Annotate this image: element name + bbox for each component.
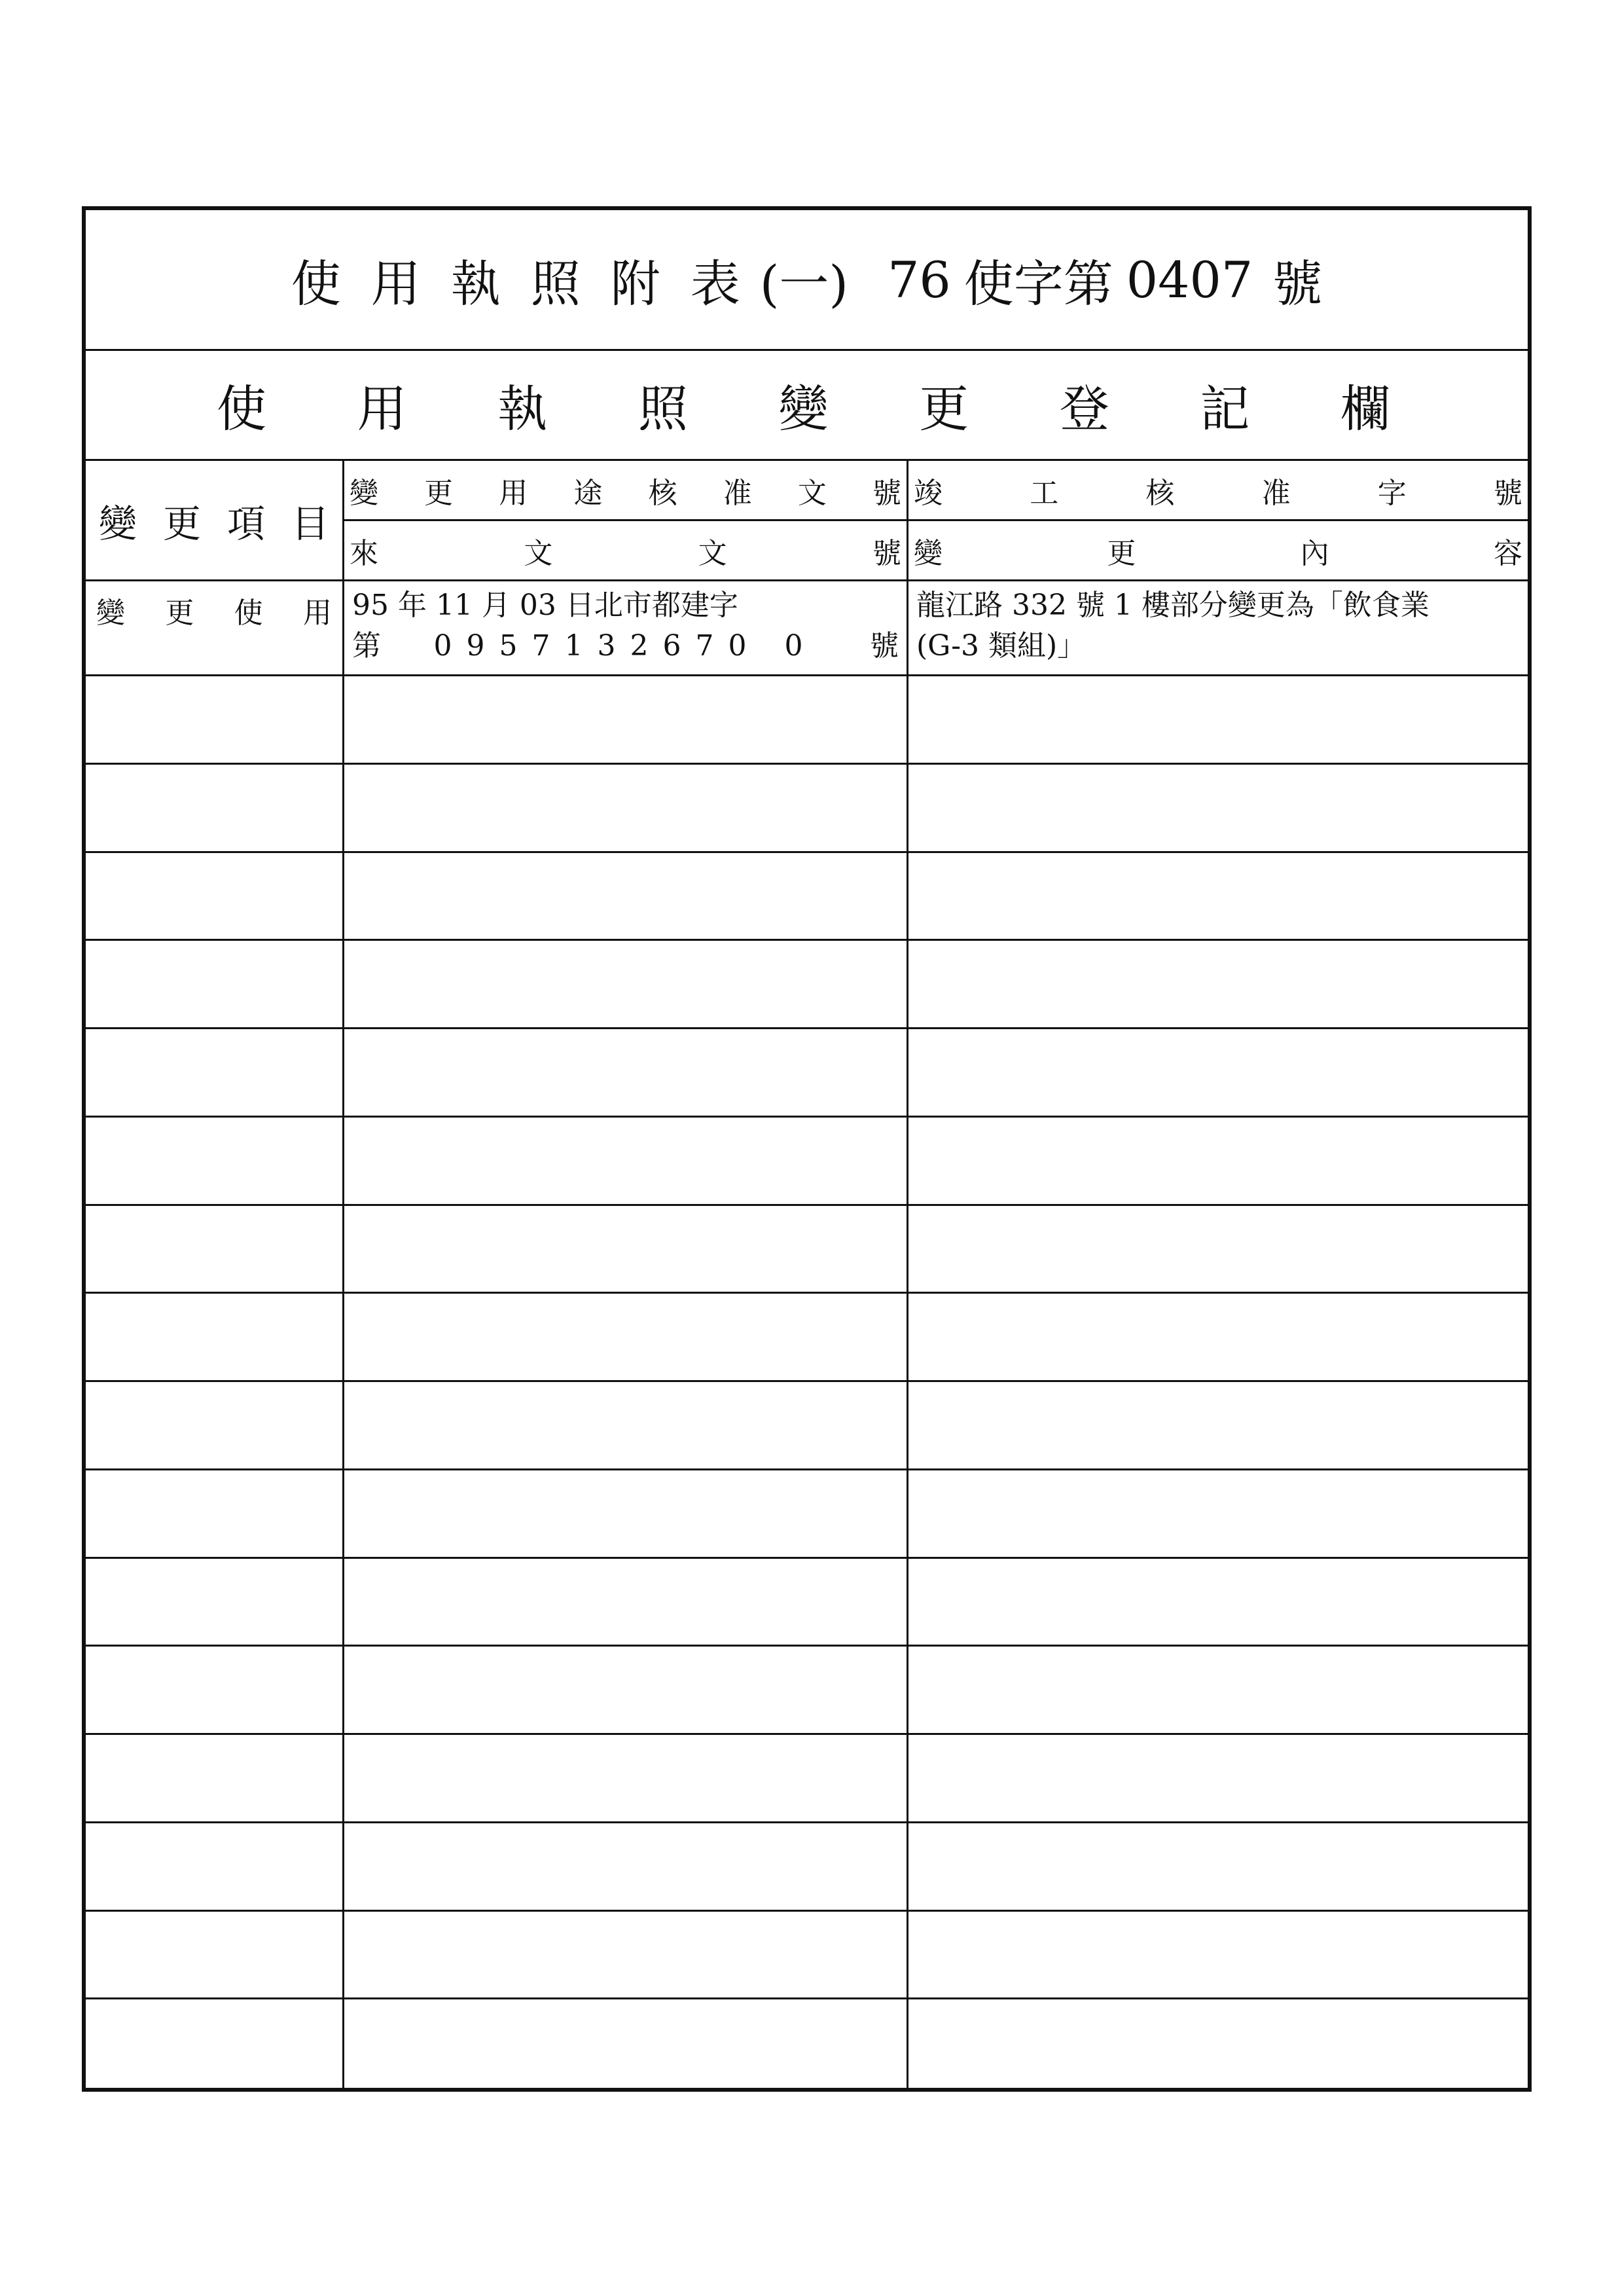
entry-change-item	[86, 581, 344, 676]
header-approval-char: 文	[797, 476, 827, 510]
empty-cell	[908, 1470, 1528, 1559]
header-item-char: 項	[226, 501, 265, 546]
empty-cell	[908, 1559, 1528, 1647]
title-11: 號	[1272, 254, 1323, 313]
content-line-2: (G-3 類組)」	[916, 629, 1087, 663]
header-approval-char: 用	[499, 476, 528, 510]
empty-cell	[344, 941, 908, 1029]
empty-cell	[86, 1029, 344, 1118]
empty-cell	[86, 1559, 344, 1647]
header-approval-char: 更	[424, 476, 454, 510]
empty-cell	[86, 1382, 344, 1470]
entry-item-char: 用	[302, 596, 332, 630]
empty-cell	[908, 676, 1528, 765]
header-completion-char: 核	[1145, 476, 1175, 510]
header-incoming-char: 號	[872, 536, 901, 570]
approval-number-line	[352, 626, 899, 666]
header-approval-char: 准	[723, 476, 752, 510]
title-7: (一)	[759, 254, 849, 313]
header-completion-char: 字	[1377, 476, 1407, 510]
header-completion-char: 准	[1261, 476, 1291, 510]
subtitle-2: 用	[357, 380, 407, 438]
empty-cell	[86, 1912, 344, 2000]
title-10: 0407	[1126, 250, 1253, 309]
subtitle-7: 登	[1059, 380, 1109, 438]
entry-item-char: 更	[165, 596, 194, 630]
subtitle-1: 使	[217, 380, 266, 438]
empty-cell	[344, 1912, 908, 2000]
header-content-char: 內	[1300, 536, 1329, 570]
header-content-char: 容	[1493, 536, 1522, 570]
header-change-item	[86, 461, 344, 581]
header-incoming-char: 來	[350, 536, 378, 570]
subtitle-4: 照	[638, 380, 688, 438]
empty-cell	[908, 1912, 1528, 2000]
change-register-table	[86, 461, 1528, 2088]
empty-cell	[344, 1294, 908, 1382]
entry-approval-number	[344, 581, 908, 676]
approval-suffix: 號	[869, 629, 899, 663]
empty-cell	[86, 1647, 344, 1735]
empty-cell	[908, 1735, 1528, 1823]
empty-cell	[344, 853, 908, 941]
empty-cell	[908, 765, 1528, 853]
empty-cell	[344, 1823, 908, 1912]
empty-cell	[908, 1647, 1528, 1735]
empty-cell	[344, 676, 908, 765]
subtitle-6: 更	[919, 380, 969, 438]
empty-cell	[908, 1382, 1528, 1470]
approval-number: 0957132670 0	[433, 629, 818, 663]
title-3: 執	[450, 254, 501, 313]
header-change-content	[908, 521, 1528, 581]
empty-cell	[86, 765, 344, 853]
empty-cell	[908, 853, 1528, 941]
empty-cell	[908, 1999, 1528, 2088]
empty-cell	[86, 1823, 344, 1912]
empty-cell	[86, 1118, 344, 1206]
header-item-char: 更	[162, 501, 201, 546]
header-item-char: 目	[291, 501, 329, 546]
header-approval-number	[344, 461, 908, 521]
title-5: 附	[610, 254, 660, 313]
empty-cell	[344, 1647, 908, 1735]
header-completion-char: 工	[1030, 476, 1059, 510]
title-4: 照	[530, 254, 581, 313]
empty-cell	[908, 1294, 1528, 1382]
header-incoming-number	[344, 521, 908, 581]
approval-date-line: 95 年 11 月 03 日北市都建字	[352, 589, 738, 622]
empty-cell	[86, 853, 344, 941]
header-incoming-char: 文	[524, 536, 553, 570]
title-2: 用	[370, 254, 421, 313]
empty-cell	[86, 1206, 344, 1294]
header-approval-char: 途	[573, 476, 603, 510]
header-completion-char: 號	[1493, 476, 1522, 510]
empty-cell	[344, 1735, 908, 1823]
title-9: 使字第	[963, 254, 1113, 313]
form-title	[86, 210, 1528, 351]
form-subtitle	[86, 351, 1528, 461]
header-approval-char: 變	[350, 476, 378, 510]
header-approval-char: 號	[872, 476, 901, 510]
entry-change-content	[908, 581, 1528, 676]
approval-prefix: 第	[352, 629, 381, 663]
empty-cell	[908, 1029, 1528, 1118]
empty-cell	[86, 676, 344, 765]
title-8: 76	[888, 250, 951, 309]
subtitle-9: 欄	[1340, 380, 1390, 438]
content-line-1: 龍江路 332 號 1 樓部分變更為「飲食業	[916, 589, 1429, 622]
header-completion-number	[908, 461, 1528, 521]
empty-cell	[86, 1470, 344, 1559]
empty-cell	[344, 1559, 908, 1647]
subtitle-3: 執	[497, 380, 548, 438]
empty-cell	[908, 1118, 1528, 1206]
empty-cell	[86, 1735, 344, 1823]
empty-cell	[908, 941, 1528, 1029]
subtitle-5: 變	[778, 380, 829, 438]
empty-cell	[344, 1470, 908, 1559]
header-content-char: 更	[1107, 536, 1136, 570]
header-content-char: 變	[914, 536, 943, 570]
header-completion-char: 竣	[914, 476, 943, 510]
title-6: 表	[690, 254, 740, 313]
empty-cell	[908, 1823, 1528, 1912]
empty-cell	[86, 1294, 344, 1382]
empty-cell	[344, 1382, 908, 1470]
usage-license-form	[82, 206, 1532, 2092]
header-item-char: 變	[99, 501, 137, 546]
empty-cell	[344, 1029, 908, 1118]
entry-item-char: 變	[96, 596, 125, 630]
empty-cell	[86, 941, 344, 1029]
title-1: 使	[291, 254, 341, 313]
subtitle-8: 記	[1200, 380, 1250, 438]
empty-cell	[344, 765, 908, 853]
header-incoming-char: 文	[698, 536, 727, 570]
entry-item-char: 使	[234, 596, 263, 630]
empty-cell	[344, 1118, 908, 1206]
empty-cell	[344, 1206, 908, 1294]
empty-cell	[86, 1999, 344, 2088]
empty-cell	[344, 1999, 908, 2088]
header-approval-char: 核	[648, 476, 677, 510]
empty-cell	[908, 1206, 1528, 1294]
